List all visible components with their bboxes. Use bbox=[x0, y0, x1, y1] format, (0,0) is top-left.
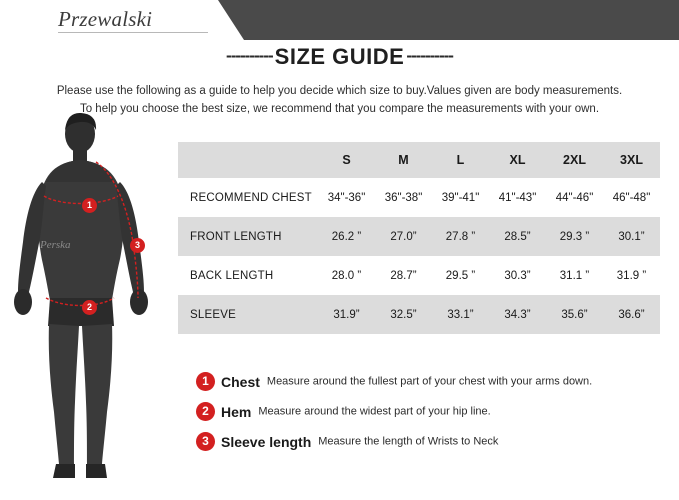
mannequin-figure bbox=[8, 112, 188, 487]
badge-1-icon: 1 bbox=[196, 372, 215, 391]
row-label-recommend-chest: RECOMMEND CHEST bbox=[178, 178, 318, 217]
table-row bbox=[178, 217, 660, 256]
cell-sleeve-xl: 34.3” bbox=[489, 295, 546, 334]
badge-3-icon: 3 bbox=[196, 432, 215, 451]
cell-front-xl: 28.5” bbox=[489, 217, 546, 256]
marker-hem: 2 bbox=[82, 300, 97, 315]
cell-chest-s: 34"-36" bbox=[318, 178, 375, 217]
cell-front-3xl: 30.1” bbox=[603, 217, 660, 256]
legend-title-hem: Hem bbox=[221, 403, 252, 420]
table-row bbox=[178, 256, 660, 295]
column-header-3xl: 3XL bbox=[620, 153, 643, 167]
cell-sleeve-2xl: 35.6” bbox=[546, 295, 603, 334]
badge-2-icon: 2 bbox=[196, 402, 215, 421]
cell-sleeve-s: 31.9” bbox=[318, 295, 375, 334]
mannequin-icon bbox=[8, 112, 188, 487]
cell-back-m: 28.7” bbox=[375, 256, 432, 295]
cell-front-s: 26.2 ” bbox=[318, 217, 375, 256]
cell-back-s: 28.0 ” bbox=[318, 256, 375, 295]
size-table-container bbox=[178, 142, 651, 342]
marker-chest: 1 bbox=[82, 198, 97, 213]
row-label-sleeve: SLEEVE bbox=[178, 295, 318, 334]
cell-front-m: 27.0” bbox=[375, 217, 432, 256]
legend-desc-chest: Measure around the fullest part of your chest with your arms down. bbox=[266, 375, 593, 388]
intro-line-1: Please use the following as a guide to help you decide which size to buy.Values given are body measurements. bbox=[56, 85, 623, 97]
legend-item-sleeve bbox=[196, 432, 666, 462]
legend-title-sleeve: Sleeve length bbox=[221, 433, 312, 450]
brand-tab bbox=[0, 0, 218, 40]
column-header-blank bbox=[178, 142, 318, 178]
brand-underline bbox=[58, 32, 208, 33]
column-header-m: M bbox=[398, 153, 409, 167]
cell-chest-m: 36"-38" bbox=[375, 178, 432, 217]
cell-chest-l: 39"-41" bbox=[432, 178, 489, 217]
measurement-legend bbox=[196, 372, 666, 462]
cell-sleeve-3xl: 36.6” bbox=[603, 295, 660, 334]
cell-chest-3xl: 46"-48" bbox=[603, 178, 660, 217]
cell-back-2xl: 31.1 ” bbox=[546, 256, 603, 295]
intro-line-2: To help you choose the best size, we recommend that you compare the measurements with your own. bbox=[79, 103, 600, 115]
size-table-body bbox=[178, 178, 660, 334]
column-header-2xl: 2XL bbox=[563, 153, 586, 167]
cell-back-3xl: 31.9 ” bbox=[603, 256, 660, 295]
cell-front-2xl: 29.3 ” bbox=[546, 217, 603, 256]
cell-chest-2xl: 44"-46" bbox=[546, 178, 603, 217]
cell-sleeve-m: 32.5” bbox=[375, 295, 432, 334]
title-dash-right: ---------- bbox=[406, 46, 453, 65]
marker-sleeve: 3 bbox=[130, 238, 145, 253]
size-table-head bbox=[178, 142, 660, 178]
title-text: SIZE GUIDE bbox=[274, 44, 405, 69]
table-row bbox=[178, 295, 660, 334]
brand-name: Przewalski bbox=[58, 7, 153, 31]
top-banner bbox=[0, 0, 679, 40]
page-title bbox=[0, 44, 679, 70]
size-table bbox=[178, 142, 660, 334]
column-header-s: S bbox=[342, 153, 351, 167]
column-header-xl: XL bbox=[509, 153, 526, 167]
legend-item-hem bbox=[196, 402, 666, 432]
cell-front-l: 27.8 ” bbox=[432, 217, 489, 256]
title-dash-left: ---------- bbox=[226, 46, 273, 65]
cell-sleeve-l: 33.1” bbox=[432, 295, 489, 334]
cell-chest-xl: 41"-43" bbox=[489, 178, 546, 217]
legend-title-chest: Chest bbox=[221, 373, 260, 390]
row-label-back-length: BACK LENGTH bbox=[178, 256, 318, 295]
legend-desc-hem: Measure around the widest part of your hip line. bbox=[258, 405, 491, 418]
table-row bbox=[178, 178, 660, 217]
row-label-front-length: FRONT LENGTH bbox=[178, 217, 318, 256]
cell-back-l: 29.5 ” bbox=[432, 256, 489, 295]
column-header-l: L bbox=[456, 153, 465, 167]
legend-item-chest bbox=[196, 372, 666, 402]
cell-back-xl: 30.3” bbox=[489, 256, 546, 295]
svg-text:Perska: Perska bbox=[40, 239, 71, 251]
table-header-row bbox=[178, 142, 660, 178]
legend-desc-sleeve: Measure the length of Wrists to Neck bbox=[318, 435, 499, 448]
